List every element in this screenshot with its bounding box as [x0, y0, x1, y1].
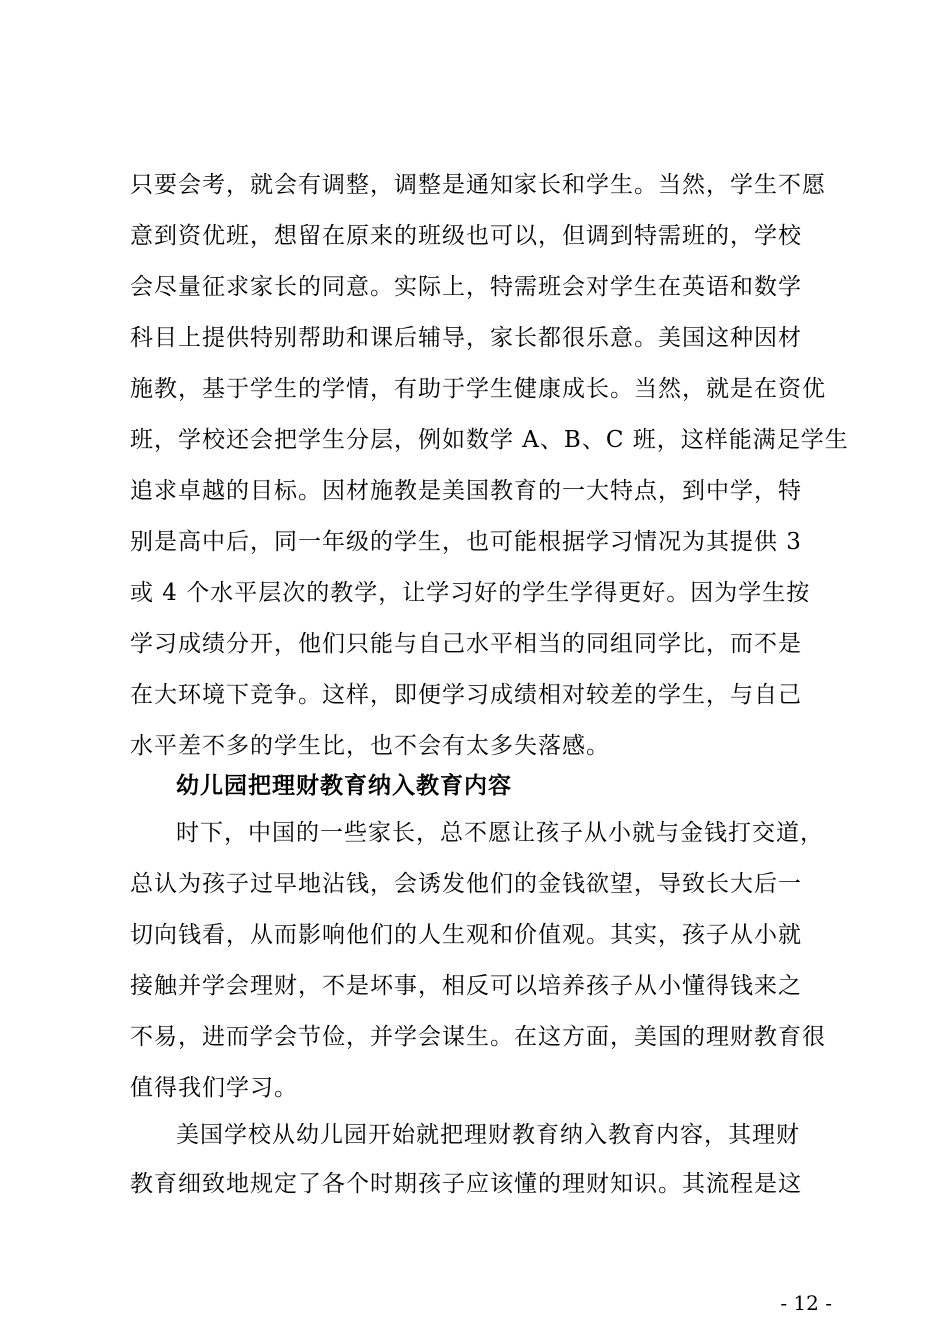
text-line: 总认为孩子过早地沾钱，会诱发他们的金钱欲望，导致长大后一	[130, 871, 802, 897]
text-line: 接触并学会理财，不是坏事，相反可以培养孩子从小懂得钱来之	[130, 973, 802, 999]
text-line: 别是高中后，同一年级的学生，也可能根据学习情况为其提供 3	[130, 529, 802, 555]
text-line: 或 4 个水平层次的教学，让学习好的学生学得更好。因为学生按	[130, 580, 811, 606]
section-heading: 幼儿园把理财教育纳入教育内容	[176, 772, 512, 799]
text-line: 不易，进而学会节俭，并学会谋生。在这方面，美国的理财教育很	[130, 1024, 826, 1050]
text-line: 只要会考，就会有调整，调整是通知家长和学生。当然，学生不愿	[130, 172, 826, 198]
text-line: 意到资优班，想留在原来的班级也可以，但调到特需班的，学校	[130, 223, 802, 249]
text-line: 学习成绩分开，他们只能与自己水平相当的同组同学比，而不是	[130, 631, 802, 657]
text-line: 水平差不多的学生比，也不会有太多失落感。	[130, 733, 610, 759]
text-line: 教育细致地规定了各个时期孩子应该懂的理财知识。其流程是这	[130, 1171, 802, 1197]
text-line: 在大环境下竞争。这样，即便学习成绩相对较差的学生，与自己	[130, 682, 802, 708]
text-line: 班，学校还会把学生分层，例如数学 A、B、C 班，这样能满足学生	[130, 427, 849, 453]
text-line: 切向钱看，从而影响他们的人生观和价值观。其实，孩子从小就	[130, 922, 802, 948]
text-line: 时下，中国的一些家长，总不愿让孩子从小就与金钱打交道，	[176, 820, 824, 846]
text-line: 科目上提供特别帮助和课后辅导，家长都很乐意。美国这种因材	[130, 325, 802, 351]
text-line: 值得我们学习。	[130, 1075, 298, 1101]
text-line: 美国学校从幼儿园开始就把理财教育纳入教育内容，其理财	[176, 1122, 800, 1148]
text-line: 施教，基于学生的学情，有助于学生健康成长。当然，就是在资优	[130, 376, 826, 402]
text-line: 追求卓越的目标。因材施教是美国教育的一大特点，到中学，特	[130, 478, 802, 504]
page-number: - 12 -	[780, 1291, 832, 1315]
text-line: 会尽量征求家长的同意。实际上，特需班会对学生在英语和数学	[130, 274, 802, 300]
